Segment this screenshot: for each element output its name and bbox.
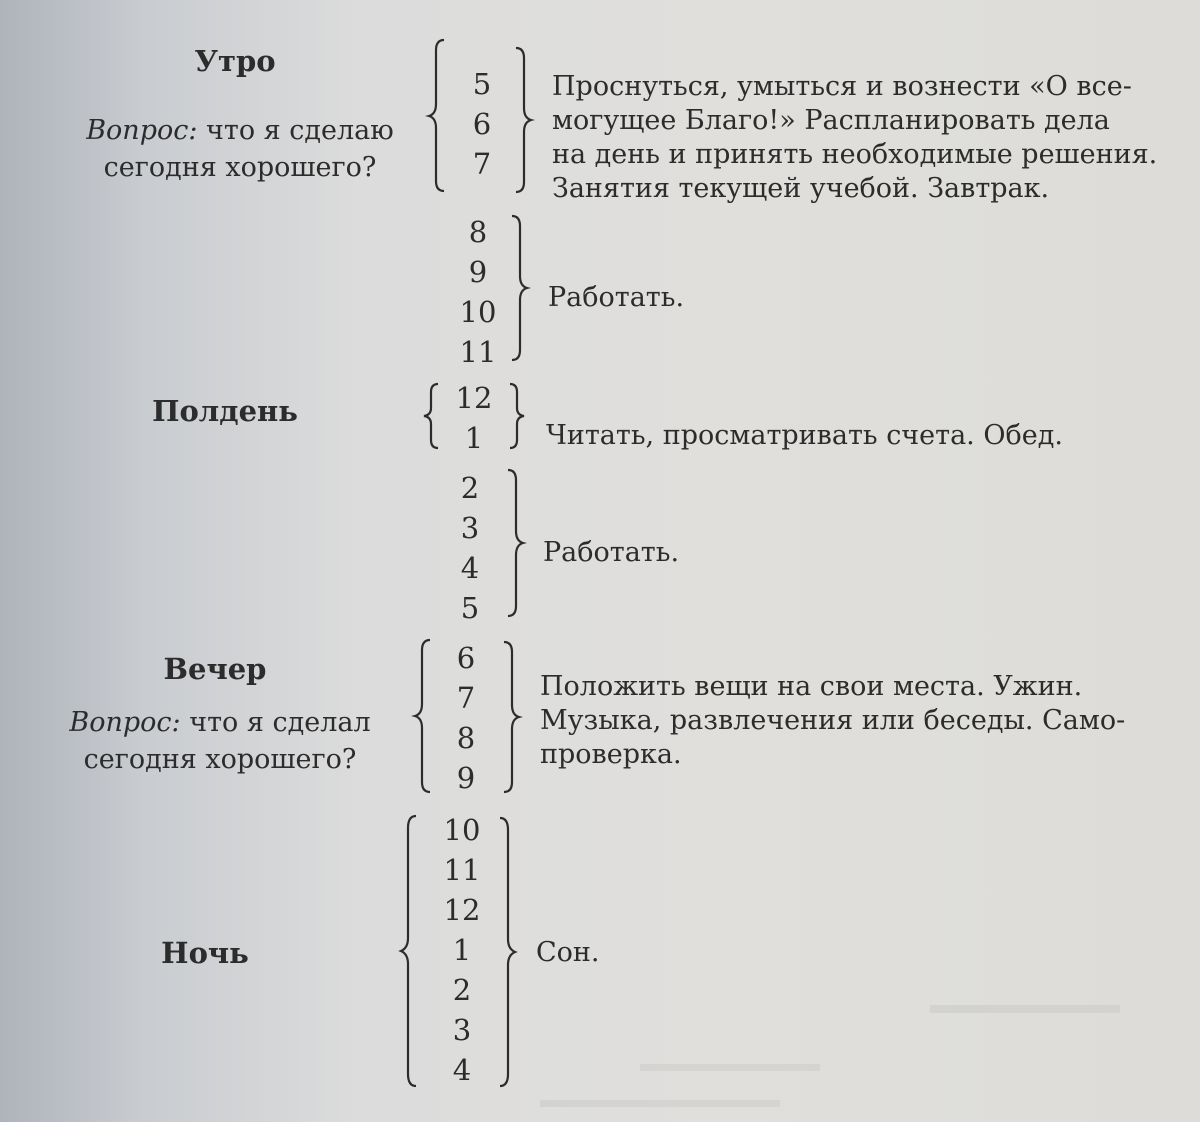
activity-line: на день и принять необходимые решения. [552, 139, 1158, 170]
hours-list [440, 468, 500, 628]
hour-label: 6 [472, 107, 492, 141]
hour-label: 6 [456, 641, 476, 675]
hour-label: 11 [443, 853, 481, 887]
hour-label: 5 [472, 67, 492, 101]
hour-label: 7 [472, 147, 492, 181]
hour-label: 12 [455, 381, 493, 415]
show-through-mark [640, 1064, 820, 1071]
question-text: что я сделаю [206, 115, 394, 146]
activity-text [543, 536, 679, 570]
show-through-mark [930, 1005, 1121, 1013]
hours-list [444, 378, 504, 458]
question-label: Вопрос: [69, 707, 181, 738]
question-text: сегодня хорошего? [103, 152, 377, 183]
period-title-noon: Полдень [152, 394, 298, 428]
hour-label: 7 [456, 681, 476, 715]
activity-line: Проснуться, умыться и вознести «О все- [552, 71, 1132, 102]
question-evening [40, 704, 400, 778]
activity-text [540, 670, 1125, 772]
hour-label: 12 [443, 893, 481, 927]
hour-label: 4 [452, 1053, 472, 1087]
hours-list [448, 212, 508, 372]
hour-label: 1 [464, 421, 484, 455]
period-title-night: Ночь [161, 936, 249, 970]
activity-text [546, 419, 1063, 453]
activity-line: проверка. [540, 739, 682, 770]
hour-label: 2 [452, 973, 472, 1007]
question-label: Вопрос: [86, 115, 198, 146]
activity-line: Работать. [543, 537, 680, 568]
right-brace [514, 46, 534, 194]
left-brace [400, 814, 420, 1088]
hour-label: 2 [460, 471, 480, 505]
activity-line: Работать. [548, 282, 685, 313]
activity-line: Музыка, развлечения или беседы. Само- [540, 705, 1126, 736]
hours-list [436, 638, 496, 798]
question-morning [60, 112, 420, 186]
activity-line: Читать, просматривать счета. Обед. [546, 420, 1063, 451]
right-brace [506, 468, 526, 618]
right-brace [502, 640, 522, 794]
left-brace [414, 638, 434, 794]
activity-line: Сон. [536, 937, 600, 968]
period-title-evening: Вечер [163, 652, 267, 686]
activity-text [548, 281, 684, 315]
period-title-morning: Утро [194, 44, 276, 78]
show-through-mark [540, 1100, 780, 1107]
right-brace [498, 816, 518, 1088]
activity-line: могущее Благо!» Распланировать дела [552, 105, 1110, 136]
question-text: что я сделал [189, 707, 371, 738]
hour-label: 4 [460, 551, 480, 585]
left-brace [428, 38, 448, 193]
hour-label: 8 [468, 215, 488, 249]
hour-label: 10 [459, 295, 497, 329]
left-brace [422, 382, 442, 450]
hour-label: 9 [468, 255, 488, 289]
right-brace [510, 214, 530, 362]
hour-label: 3 [452, 1013, 472, 1047]
hour-label: 10 [443, 813, 481, 847]
hour-label: 8 [456, 721, 476, 755]
activity-line: Занятия текущей учебой. Завтрак. [552, 173, 1050, 204]
activity-line: Положить вещи на свои места. Ужин. [540, 671, 1083, 702]
question-text: сегодня хорошего? [83, 744, 357, 775]
hour-label: 5 [460, 591, 480, 625]
hour-label: 11 [459, 335, 497, 369]
activity-text [536, 936, 600, 970]
hours-list [452, 64, 512, 184]
hours-list [432, 810, 492, 1090]
right-brace [508, 382, 528, 450]
hour-label: 1 [452, 933, 472, 967]
activity-text [552, 70, 1157, 206]
hour-label: 9 [456, 761, 476, 795]
hour-label: 3 [460, 511, 480, 545]
